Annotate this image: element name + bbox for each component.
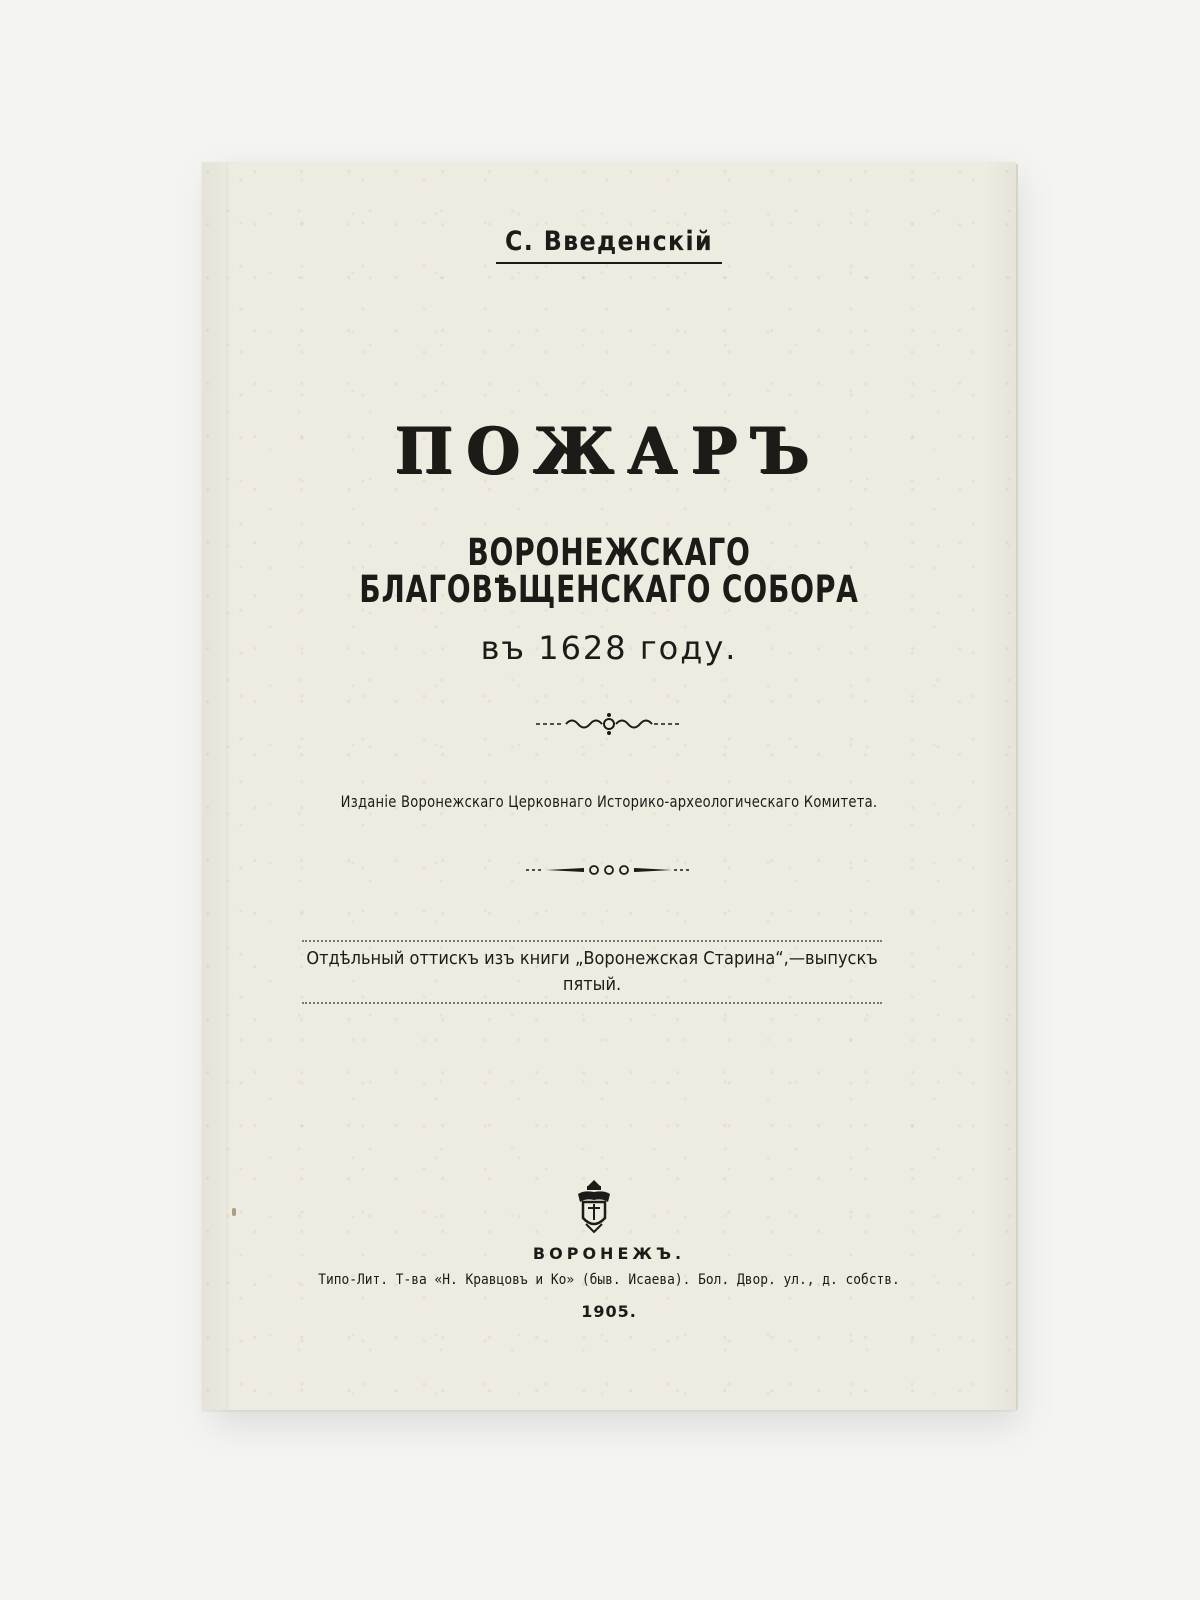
publication-year: 1905.: [581, 1302, 637, 1321]
floral-divider-icon: [202, 862, 1016, 882]
paper-speck: [232, 1208, 236, 1216]
dotted-rule-top: [302, 940, 882, 942]
book-subtitle: ВОРОНЕЖСКАГО БЛАГОВѢЩЕНСКАГО СОБОРА: [359, 531, 859, 611]
dotted-rule-bottom: [302, 1002, 882, 1004]
floral-divider-icon: [202, 712, 1016, 740]
book-title: ПОЖАРЪ: [395, 414, 823, 489]
book-year-line: въ 1628 году.: [480, 629, 738, 667]
printer-imprint: Типо-Лит. Т-ва «Н. Кравцовъ и Ко» (быв. Исаева). Бол. Двор. ул., д. собств.: [318, 1272, 900, 1288]
offprint-line-1: Отдѣльный оттискъ изъ книги „Воронежская Старина“,—выпускъ: [306, 948, 878, 969]
coat-of-arms-icon: [574, 1178, 614, 1234]
spine-crease: [226, 162, 228, 1410]
publication-city: ВОРОНЕЖЪ.: [532, 1244, 686, 1263]
offprint-line-2: пятый.: [562, 974, 622, 995]
author-underline: [496, 262, 722, 264]
publisher-note: Изданіе Воронежскаго Церковнаго Историко-археологическаго Комитета.: [340, 792, 878, 811]
author-name: С. Введенскій: [505, 226, 713, 257]
book-cover: [202, 162, 1016, 1410]
offprint-note: [304, 946, 880, 998]
